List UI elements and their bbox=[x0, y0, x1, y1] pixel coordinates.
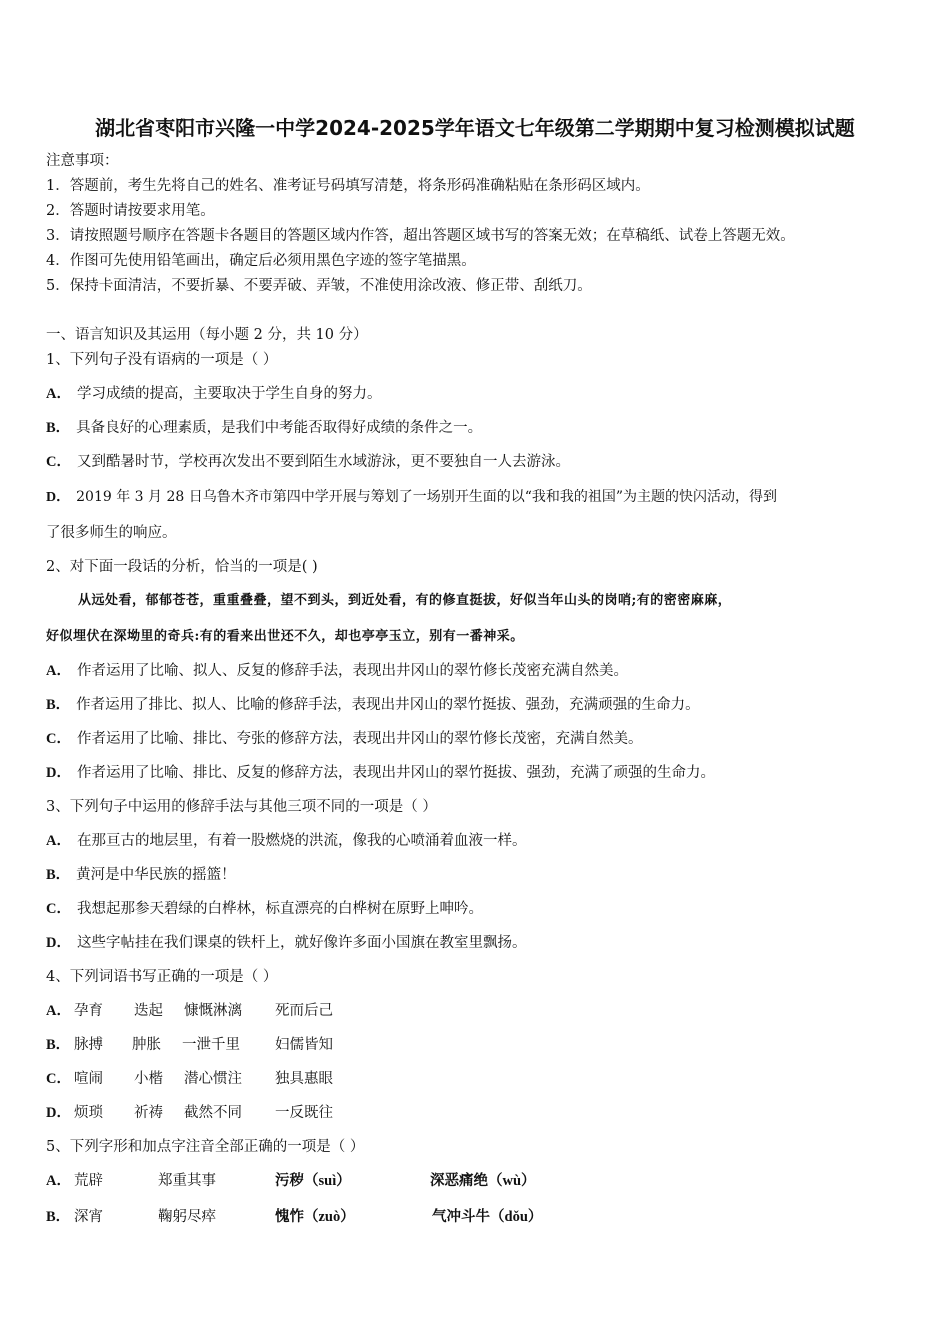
option-row bbox=[46, 418, 482, 438]
notice-item: 4．作图可先使用铅笔画出，确定后必须用黑色字迹的签字笔描黑。 bbox=[46, 253, 476, 269]
option-letter: A． bbox=[46, 386, 71, 402]
option-row bbox=[46, 487, 777, 508]
option-letter: A． bbox=[46, 1173, 71, 1189]
word: 祈祷 bbox=[134, 1105, 163, 1121]
word: 荒辟 bbox=[74, 1173, 103, 1189]
notice-heading: 注意事项： bbox=[46, 153, 119, 169]
option-text: 又到酷暑时节，学校再次发出不要到陌生水域游泳，更不要独自一人去游泳。 bbox=[76, 454, 570, 470]
notice-item: 3．请按照题号顺序在答题卡各题目的答题区域内作答，超出答题区域书写的答案无效；在草稿纸、试卷上答题无效。 bbox=[46, 228, 795, 244]
option-text: 我想起那参天碧绿的白桦林，标直漂亮的白桦树在原野上呻吟。 bbox=[76, 901, 483, 917]
notice-item: 2．答题时请按要求用笔。 bbox=[46, 203, 215, 219]
word: 深恶痛绝（wù） bbox=[430, 1173, 536, 1189]
option-row bbox=[46, 865, 236, 885]
option-row bbox=[46, 452, 570, 472]
option-text: 作者运用了比喻、排比、夸张的修辞方法，表现出井冈山的翠竹修长茂密，充满自然美。 bbox=[76, 731, 643, 747]
word: 鞠躬尽瘁 bbox=[158, 1209, 216, 1225]
option-letter: B． bbox=[46, 420, 71, 436]
option-row bbox=[46, 661, 628, 681]
question-stem: 4、下列词语书写正确的一项是（ ） bbox=[46, 969, 278, 985]
option-letter: A． bbox=[46, 663, 71, 679]
option-row bbox=[46, 729, 642, 749]
option-text: 作者运用了比喻、排比、反复的修辞方法，表现出井冈山的翠竹挺拔、强劲，充满了顽强的生命力。 bbox=[76, 765, 715, 781]
word: 气冲斗牛（dǒu） bbox=[432, 1209, 543, 1225]
word: 愧怍（zuò） bbox=[275, 1209, 355, 1225]
word: 小楷 bbox=[134, 1071, 163, 1087]
option-letter: D． bbox=[46, 490, 71, 505]
section-heading: 一、语言知识及其运用（每小题 2 分，共 10 分） bbox=[46, 327, 368, 343]
option-text: 这些字帖挂在我们课桌的铁杆上，就好像许多面小国旗在教室里飘扬。 bbox=[76, 935, 527, 951]
option-letter: C． bbox=[46, 731, 71, 747]
word: 孕育 bbox=[74, 1003, 103, 1019]
word: 污秽（suì） bbox=[275, 1173, 351, 1189]
passage-line: 从远处看，郁郁苍苍，重重叠叠，望不到头，到近处看，有的修直挺拔，好似当年山头的岗哨;有的密密麻麻， bbox=[78, 593, 732, 608]
word: 肿胀 bbox=[132, 1037, 161, 1053]
option-text: 学习成绩的提高，主要取决于学生自身的努力。 bbox=[76, 386, 382, 402]
option-letter: B． bbox=[46, 1209, 71, 1225]
option-row bbox=[46, 695, 700, 715]
word: 郑重其事 bbox=[158, 1173, 216, 1189]
option-letter: B． bbox=[46, 1037, 71, 1053]
option-text: 具备良好的心理素质，是我们中考能否取得好成绩的条件之一。 bbox=[76, 420, 483, 436]
option-text: 2019 年 3 月 28 日乌鲁木齐市第四中学开展与筹划了一场别开生面的以“我和我的祖国”为主题的快闪活动，得到 bbox=[76, 489, 778, 505]
option-letter: C． bbox=[46, 1071, 71, 1087]
option-continuation: 了很多师生的响应。 bbox=[46, 525, 177, 541]
option-row bbox=[46, 1001, 333, 1021]
option-letter: C． bbox=[46, 454, 71, 470]
word: 迭起 bbox=[134, 1003, 163, 1019]
word: 深宵 bbox=[74, 1209, 103, 1225]
option-letter: D． bbox=[46, 1105, 71, 1121]
notice-item: 5．保持卡面清洁，不要折暴、不要弄破、弄皱，不准使用涂改液、修正带、刮纸刀。 bbox=[46, 278, 592, 294]
option-letter: D． bbox=[46, 935, 71, 951]
option-row bbox=[46, 933, 526, 953]
word: 截然不同 bbox=[184, 1105, 242, 1121]
word: 慷慨淋漓 bbox=[184, 1003, 242, 1019]
word: 脉搏 bbox=[74, 1037, 103, 1053]
word: 喧闹 bbox=[74, 1071, 103, 1087]
option-row bbox=[46, 1035, 333, 1055]
option-row bbox=[46, 899, 483, 919]
option-text: 在那亘古的地层里，有着一股燃烧的洪流，像我的心喷涌着血液一样。 bbox=[76, 833, 527, 849]
option-row bbox=[46, 763, 715, 783]
word: 独具惠眼 bbox=[275, 1071, 333, 1087]
word: 死而后己 bbox=[275, 1003, 333, 1019]
question-stem: 1、下列句子没有语病的一项是（ ） bbox=[46, 352, 278, 368]
question-stem: 2、对下面一段话的分析，恰当的一项是( ) bbox=[46, 559, 318, 575]
option-row bbox=[46, 384, 381, 404]
question-stem: 3、下列句子中运用的修辞手法与其他三项不同的一项是（ ） bbox=[46, 799, 437, 815]
word: 一泄千里 bbox=[182, 1037, 240, 1053]
option-text: 作者运用了排比、拟人、比喻的修辞手法，表现出井冈山的翠竹挺拔、强劲，充满顽强的生命力。 bbox=[76, 697, 700, 713]
option-row bbox=[46, 831, 526, 851]
word: 妇儒皆知 bbox=[275, 1037, 333, 1053]
option-row bbox=[46, 1207, 543, 1227]
option-letter: C． bbox=[46, 901, 71, 917]
question-stem: 5、下列字形和加点字注音全部正确的一项是（ ） bbox=[46, 1139, 365, 1155]
word: 潜心惯注 bbox=[184, 1071, 242, 1087]
option-letter: B． bbox=[46, 697, 71, 713]
notice-item: 1．答题前，考生先将自己的姓名、准考证号码填写清楚，将条形码准确粘贴在条形码区域内。 bbox=[46, 178, 650, 194]
option-row bbox=[46, 1171, 536, 1191]
word: 一反既往 bbox=[275, 1105, 333, 1121]
option-text: 作者运用了比喻、拟人、反复的修辞手法，表现出井冈山的翠竹修长茂密充满自然美。 bbox=[76, 663, 628, 679]
page-title: 湖北省枣阳市兴隆一中学2024-2025学年语文七年级第二学期期中复习检测模拟试题 bbox=[95, 116, 855, 140]
option-row bbox=[46, 1103, 333, 1123]
option-letter: B． bbox=[46, 867, 71, 883]
option-letter: A． bbox=[46, 833, 71, 849]
passage-line: 好似埋伏在深坳里的奇兵:有的看来出世还不久，却也亭亭玉立，别有一番神采。 bbox=[46, 629, 524, 644]
option-letter: A． bbox=[46, 1003, 71, 1019]
word: 烦琐 bbox=[74, 1105, 103, 1121]
option-letter: D． bbox=[46, 765, 71, 781]
option-row bbox=[46, 1069, 333, 1089]
option-text: 黄河是中华民族的摇篮！ bbox=[76, 867, 236, 883]
